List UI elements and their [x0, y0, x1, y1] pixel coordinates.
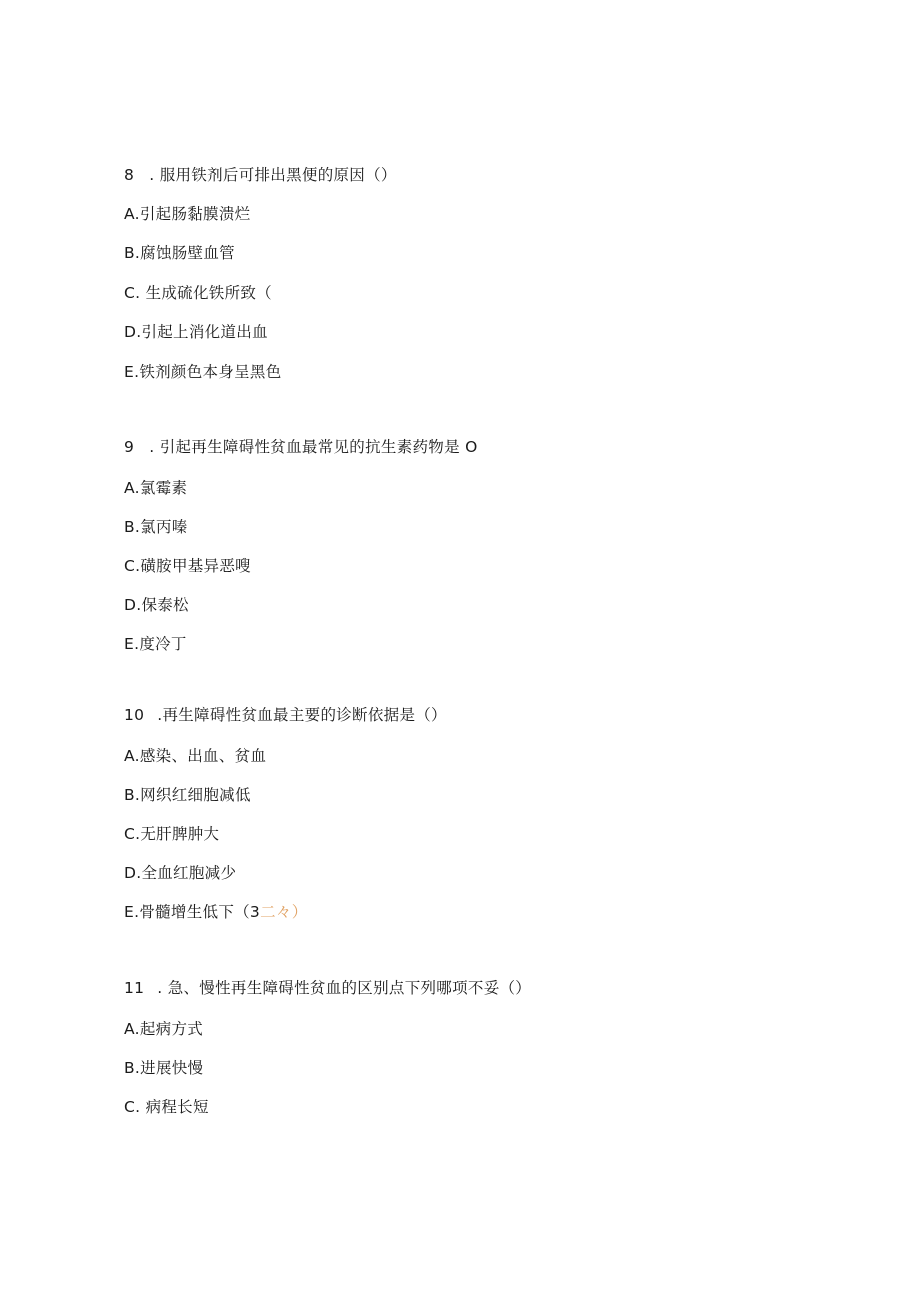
question-10-option-e — [124, 902, 308, 922]
question-9-option-d: D.保泰松 — [124, 596, 189, 614]
question-9-option-c: C.磺胺甲基异恶嗖 — [124, 557, 251, 575]
question-11-option-c: C. 病程长短 — [124, 1098, 209, 1116]
question-9-option-b: B.氯丙嗪 — [124, 518, 188, 536]
question-8-option-b: B.腐蚀肠壁血管 — [124, 244, 235, 262]
question-9-stem — [124, 437, 478, 457]
question-8-stem — [124, 165, 397, 185]
question-text: . 服用铁剂后可排出黑便的原因（） — [149, 166, 397, 184]
question-text: . 急、慢性再生障碍性贫血的区别点下列哪项不妥（） — [157, 979, 532, 997]
question-8-option-d: D.引起上消化道出血 — [124, 323, 268, 341]
question-number: 11 — [124, 979, 145, 997]
question-8-option-e: E.铁剂颜色本身呈黑色 — [124, 363, 282, 381]
question-11-stem — [124, 978, 531, 998]
question-10-option-c: C.无肝脾肿大 — [124, 825, 220, 843]
question-10-option-b: B.网织红细胞减低 — [124, 786, 251, 804]
question-text: .再生障碍性贫血最主要的诊断依据是（） — [157, 706, 447, 724]
question-8-option-a: A.引起肠黏膜溃烂 — [124, 205, 251, 223]
question-10-option-d: D.全血红胞减少 — [124, 864, 237, 882]
option-text: E.骨髓增生低下（3 — [124, 903, 261, 921]
question-11-option-a: A.起病方式 — [124, 1020, 204, 1038]
option-trailing-mark: 二々） — [260, 903, 308, 921]
question-9-option-a: A.氯霉素 — [124, 479, 188, 497]
question-11-option-b: B.进展快慢 — [124, 1059, 204, 1077]
question-8-option-c: C. 生成硫化铁所致（ — [124, 284, 272, 302]
question-10-stem — [124, 705, 447, 725]
question-9-option-e: E.度冷丁 — [124, 635, 187, 653]
question-text: . 引起再生障碍性贫血最常见的抗生素药物是 O — [149, 438, 478, 456]
question-number: 10 — [124, 706, 145, 724]
question-10-option-a: A.感染、出血、贫血 — [124, 747, 267, 765]
question-number: 9 — [124, 438, 135, 456]
question-number: 8 — [124, 166, 135, 184]
